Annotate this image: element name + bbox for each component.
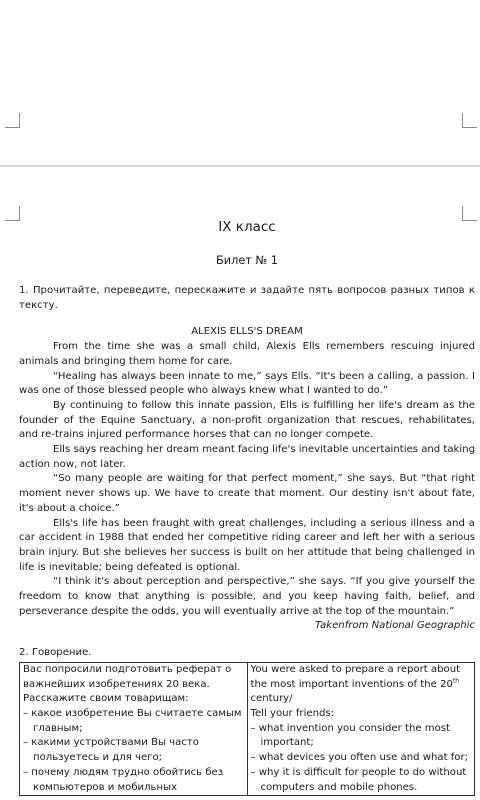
- list-item: – какими устройствами Вы часто пользуетесь и для чего;: [23, 737, 199, 764]
- story-paragraph: Ells says reaching her dream meant facing life's inevitable uncertainties and taking action now, not later.: [19, 444, 475, 470]
- english-intro-superscript: th: [452, 677, 460, 685]
- speaking-task-russian: [20, 662, 248, 795]
- story-paragraph: “Healing has always been innate to me,” says Ells. “It's been a calling, a passion. I was one of those blessed people who always knew what I wanted to do.”: [19, 370, 475, 397]
- ticket-heading: Билет № 1: [216, 254, 278, 267]
- list-item: – почему людям трудно обойтись без компьютеров и мобильных: [23, 766, 224, 793]
- grade-heading: IX класс: [218, 219, 276, 235]
- story-text: [19, 340, 475, 619]
- task-2-heading: 2. Говорение.: [19, 647, 92, 659]
- story-paragraph: Ells's life has been fraught with great challenges, including a serious illness and a car accident in 1988 that ended her competitive riding career and left her with a serious brain injury. But she believes her success is built on her attitude that being challenged in life is inevitable; being defeated is optional.: [19, 517, 475, 573]
- story-title: ALEXIS ELLS'S DREAM: [191, 326, 303, 338]
- task-1-instruction: 1. Прочитайте, переведите, перескажите и задайте пять вопросов разных типов к тексту.: [19, 285, 475, 311]
- story-paragraph: “So many people are waiting for that perfect moment,” she says. But “that right moment never shows up. We have to create that moment. Our destiny isn't about fate, it's about a choice.”: [19, 473, 475, 514]
- crop-mark-top-left: [5, 113, 20, 128]
- russian-intro: Вас попросили подготовить реферат о важнейших изобретениях 20 века.: [23, 663, 232, 690]
- crop-mark-top-right: [462, 113, 477, 128]
- story-paragraph: From the time she was a small child, Alexis Ells remembers rescuing injured animals and bringing them home for care.: [19, 341, 475, 367]
- story-paragraph: “I think it's about perception and perspective,” she says. “If you give yourself the freedom to know that anything is possible, and you keep having faith, belief, and perseverance despite the odds, you will eventually arrive at the top of the mountain.”: [19, 576, 475, 617]
- speaking-task-table: [19, 662, 475, 796]
- list-item: – why it is difficult for people to do without computers and mobile phones.: [250, 766, 467, 793]
- list-item: – what invention you consider the most important;: [250, 722, 450, 749]
- english-tell: Tell your friends:: [250, 707, 335, 719]
- russian-question-list: [23, 707, 244, 795]
- story-paragraph: By continuing to follow this innate passion, Ells is fulfilling her life's dream as the founder of the Equine Sanctuary, a non-profit organization that rescues, rehabilitates, and re-trains injured performance horses that can no longer compete.: [19, 399, 475, 441]
- english-intro: [251, 663, 472, 707]
- list-item: – какое изобретение Вы считаете самым главным;: [23, 707, 242, 734]
- document-body: [19, 218, 475, 796]
- speaking-task-english: [247, 662, 475, 795]
- english-question-list: [251, 722, 472, 796]
- crop-mark-page2-top-left: [5, 206, 20, 221]
- page-separator: [0, 165, 480, 167]
- list-item: – what devices you often use and what for;: [250, 752, 469, 764]
- russian-tell: Расскажите своим товарищам:: [23, 693, 189, 705]
- story-source: Takenfrom National Geographic: [314, 620, 475, 632]
- english-intro-end: century/: [250, 693, 293, 705]
- english-intro-text: You were asked to prepare a report about the most important inventions of the 20: [250, 663, 461, 690]
